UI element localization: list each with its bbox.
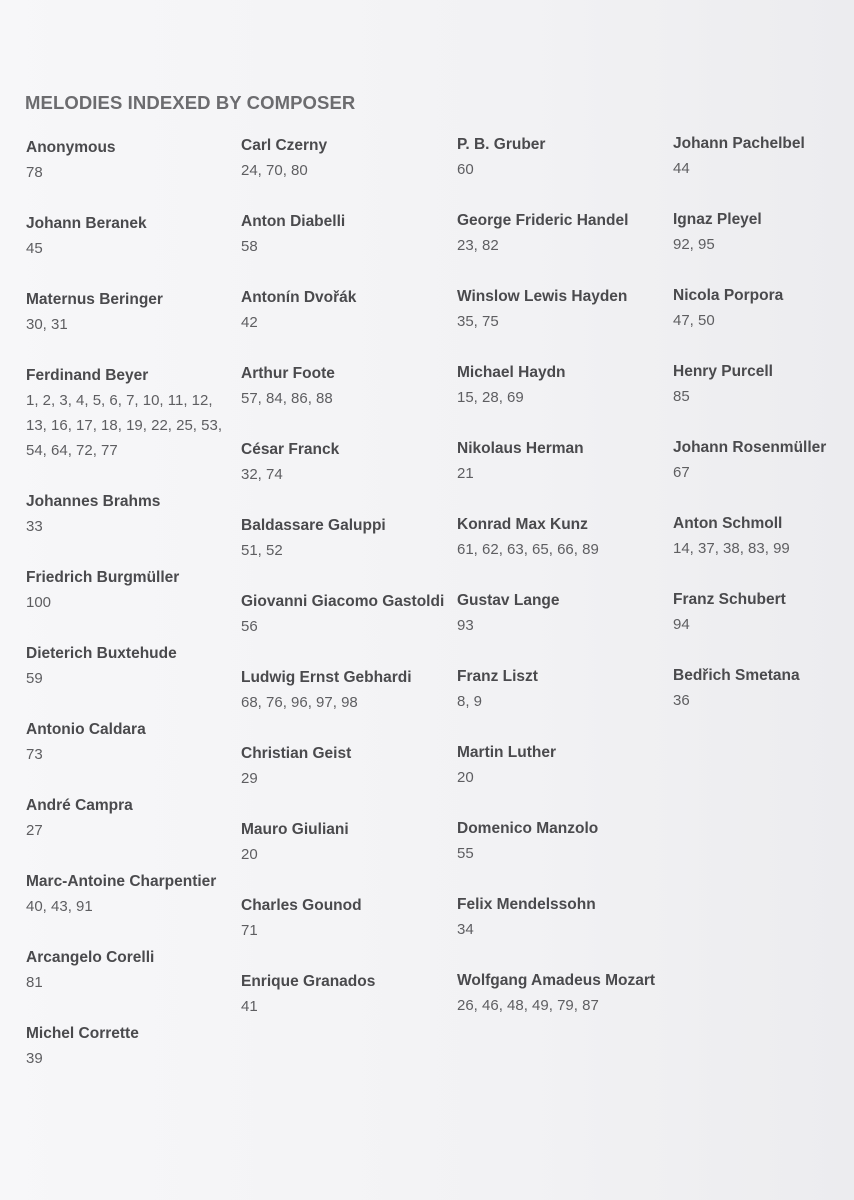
composer-name: Christian Geist bbox=[241, 745, 352, 762]
composer-entry bbox=[457, 439, 662, 486]
composer-name: Domenico Manzolo bbox=[457, 820, 599, 837]
melody-page-numbers: 1, 2, 3, 4, 5, 6, 7, 10, 11, 12, 13, 16, 17, 18, 19, 22, 25, 53, 54, 64, 72, 77 bbox=[26, 392, 222, 459]
melody-page-numbers: 71 bbox=[241, 922, 258, 939]
composer-entry bbox=[26, 1024, 226, 1071]
composer-name: Enrique Granados bbox=[241, 973, 376, 990]
composer-name: George Frideric Handel bbox=[457, 212, 629, 229]
composer-name: Antonio Caldara bbox=[26, 721, 146, 738]
melody-page-numbers: 32, 74 bbox=[241, 466, 283, 483]
melody-page-numbers: 85 bbox=[673, 388, 690, 405]
composer-name: Henry Purcell bbox=[673, 363, 773, 380]
composer-entry bbox=[457, 971, 662, 1018]
composer-entry bbox=[457, 211, 662, 258]
composer-name: P. B. Gruber bbox=[457, 136, 546, 153]
melody-page-numbers: 47, 50 bbox=[673, 312, 715, 329]
composer-entry bbox=[241, 136, 446, 183]
composer-entry bbox=[26, 948, 226, 995]
melody-page-numbers: 68, 76, 96, 97, 98 bbox=[241, 694, 358, 711]
melody-page-numbers: 34 bbox=[457, 921, 474, 938]
composer-entry bbox=[241, 744, 446, 791]
composer-name: Winslow Lewis Hayden bbox=[457, 288, 628, 305]
melody-page-numbers: 100 bbox=[26, 594, 52, 611]
melody-page-numbers: 73 bbox=[26, 746, 43, 763]
melody-page-numbers: 24, 70, 80 bbox=[241, 162, 308, 179]
composer-name: Bedřich Smetana bbox=[673, 667, 800, 684]
composer-name: Giovanni Giacomo Gastoldi bbox=[241, 593, 445, 610]
composer-name: Anonymous bbox=[26, 139, 116, 156]
melody-page-numbers: 56 bbox=[241, 618, 258, 635]
melody-page-numbers: 59 bbox=[26, 670, 43, 687]
composer-entry bbox=[241, 972, 446, 1019]
composer-entry bbox=[457, 363, 662, 410]
composer-entry bbox=[241, 364, 446, 411]
index-column-4 bbox=[673, 134, 853, 742]
melody-page-numbers: 20 bbox=[241, 846, 258, 863]
melody-page-numbers: 21 bbox=[457, 465, 474, 482]
composer-name: Johann Pachelbel bbox=[673, 135, 805, 152]
composer-name: Carl Czerny bbox=[241, 137, 328, 154]
index-column-3 bbox=[457, 135, 662, 1047]
composer-entry bbox=[241, 288, 446, 335]
composer-entry bbox=[673, 514, 853, 561]
composer-entry bbox=[26, 290, 226, 337]
composer-entry bbox=[26, 872, 226, 919]
index-column-2 bbox=[241, 136, 446, 1048]
composer-name: Ludwig Ernst Gebhardi bbox=[241, 669, 412, 686]
composer-name: Nikolaus Herman bbox=[457, 440, 584, 457]
composer-name: Gustav Lange bbox=[457, 592, 560, 609]
melody-page-numbers: 8, 9 bbox=[457, 693, 483, 710]
composer-entry bbox=[457, 591, 662, 638]
composer-name: Franz Schubert bbox=[673, 591, 786, 608]
melody-page-numbers: 40, 43, 91 bbox=[26, 898, 93, 915]
melody-page-numbers: 78 bbox=[26, 164, 43, 181]
melody-page-numbers: 93 bbox=[457, 617, 474, 634]
melody-page-numbers: 27 bbox=[26, 822, 43, 839]
composer-entry bbox=[26, 644, 226, 691]
composer-entry bbox=[673, 134, 853, 181]
melody-page-numbers: 60 bbox=[457, 161, 474, 178]
composer-entry bbox=[673, 286, 853, 333]
composer-entry bbox=[241, 820, 446, 867]
index-column-1 bbox=[26, 138, 226, 1100]
composer-entry bbox=[673, 362, 853, 409]
composer-entry bbox=[26, 138, 226, 185]
composer-entry bbox=[241, 668, 446, 715]
composer-entry bbox=[26, 214, 226, 261]
melody-page-numbers: 57, 84, 86, 88 bbox=[241, 390, 333, 407]
composer-name: Johann Rosenmüller bbox=[673, 439, 827, 456]
composer-name: Dieterich Buxtehude bbox=[26, 645, 177, 662]
composer-name: Johann Beranek bbox=[26, 215, 147, 232]
melody-page-numbers: 51, 52 bbox=[241, 542, 283, 559]
composer-entry bbox=[241, 896, 446, 943]
composer-name: Felix Mendelssohn bbox=[457, 896, 596, 913]
composer-entry bbox=[241, 212, 446, 259]
composer-entry bbox=[673, 666, 853, 713]
melody-page-numbers: 92, 95 bbox=[673, 236, 715, 253]
composer-name: César Franck bbox=[241, 441, 340, 458]
melody-page-numbers: 30, 31 bbox=[26, 316, 68, 333]
melody-page-numbers: 26, 46, 48, 49, 79, 87 bbox=[457, 997, 599, 1014]
composer-entry bbox=[673, 438, 853, 485]
composer-entry bbox=[26, 366, 226, 463]
composer-entry bbox=[457, 287, 662, 334]
melody-page-numbers: 44 bbox=[673, 160, 690, 177]
melody-page-numbers: 29 bbox=[241, 770, 258, 787]
melody-page-numbers: 39 bbox=[26, 1050, 43, 1067]
melody-page-numbers: 45 bbox=[26, 240, 43, 257]
composer-name: Marc-Antoine Charpentier bbox=[26, 873, 217, 890]
composer-entry bbox=[26, 796, 226, 843]
composer-name: Arthur Foote bbox=[241, 365, 335, 382]
composer-name: Anton Diabelli bbox=[241, 213, 346, 230]
melody-page-numbers: 33 bbox=[26, 518, 43, 535]
composer-name: Johannes Brahms bbox=[26, 493, 161, 510]
melody-page-numbers: 42 bbox=[241, 314, 258, 331]
composer-entry bbox=[673, 210, 853, 257]
composer-entry bbox=[241, 516, 446, 563]
composer-entry bbox=[457, 515, 662, 562]
melody-page-numbers: 20 bbox=[457, 769, 474, 786]
composer-name: Baldassare Galuppi bbox=[241, 517, 386, 534]
composer-name: Mauro Giuliani bbox=[241, 821, 349, 838]
melody-page-numbers: 14, 37, 38, 83, 99 bbox=[673, 540, 790, 557]
composer-entry bbox=[241, 592, 446, 639]
composer-name: Charles Gounod bbox=[241, 897, 362, 914]
composer-name: Anton Schmoll bbox=[673, 515, 783, 532]
composer-name: Ignaz Pleyel bbox=[673, 211, 762, 228]
composer-name: Michel Corrette bbox=[26, 1025, 139, 1042]
composer-entry bbox=[457, 895, 662, 942]
composer-entry bbox=[457, 135, 662, 182]
composer-name: Antonín Dvořák bbox=[241, 289, 357, 306]
composer-name: Ferdinand Beyer bbox=[26, 367, 149, 384]
composer-entry bbox=[26, 492, 226, 539]
melody-page-numbers: 61, 62, 63, 65, 66, 89 bbox=[457, 541, 599, 558]
composer-name: André Campra bbox=[26, 797, 133, 814]
composer-name: Arcangelo Corelli bbox=[26, 949, 155, 966]
melody-page-numbers: 81 bbox=[26, 974, 43, 991]
melody-page-numbers: 58 bbox=[241, 238, 258, 255]
composer-entry bbox=[457, 667, 662, 714]
composer-name: Wolfgang Amadeus Mozart bbox=[457, 972, 656, 989]
composer-entry bbox=[26, 720, 226, 767]
composer-entry bbox=[457, 743, 662, 790]
melody-page-numbers: 55 bbox=[457, 845, 474, 862]
composer-name: Michael Haydn bbox=[457, 364, 566, 381]
composer-name: Martin Luther bbox=[457, 744, 557, 761]
page-heading: MELODIES INDEXED BY COMPOSER bbox=[25, 92, 356, 113]
composer-name: Maternus Beringer bbox=[26, 291, 163, 308]
composer-name: Franz Liszt bbox=[457, 668, 538, 685]
composer-entry bbox=[457, 819, 662, 866]
melody-page-numbers: 67 bbox=[673, 464, 690, 481]
melody-page-numbers: 23, 82 bbox=[457, 237, 499, 254]
composer-name: Friedrich Burgmüller bbox=[26, 569, 180, 586]
melody-page-numbers: 41 bbox=[241, 998, 258, 1015]
composer-name: Konrad Max Kunz bbox=[457, 516, 588, 533]
composer-name: Nicola Porpora bbox=[673, 287, 784, 304]
melody-page-numbers: 94 bbox=[673, 616, 690, 633]
melody-page-numbers: 35, 75 bbox=[457, 313, 499, 330]
composer-entry bbox=[673, 590, 853, 637]
melody-page-numbers: 15, 28, 69 bbox=[457, 389, 524, 406]
composer-entry bbox=[26, 568, 226, 615]
melody-page-numbers: 36 bbox=[673, 692, 690, 709]
composer-entry bbox=[241, 440, 446, 487]
